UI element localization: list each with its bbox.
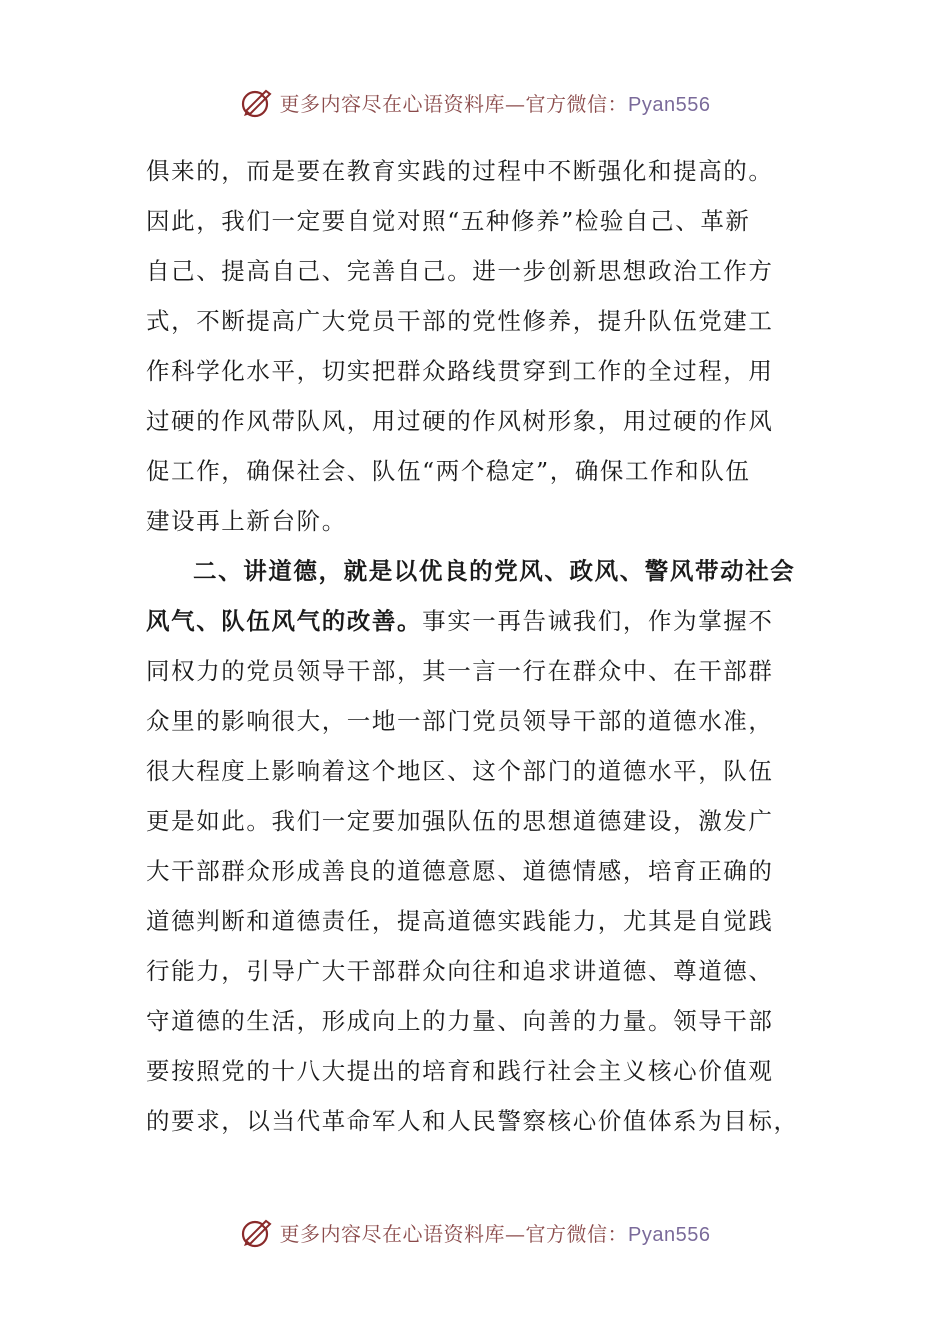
text-line-rest: 事实一再告诫我们，作为掌握不 (422, 607, 774, 635)
text-line: 建设再上新台阶。 (146, 507, 347, 535)
text-line: 促工作，确保社会、队伍“两个稳定”，确保工作和队伍 (146, 457, 751, 485)
pen-logo-icon (240, 1215, 274, 1249)
text-line: 守道德的生活，形成向上的力量、向善的力量。领导干部 (146, 1007, 774, 1035)
text-line: 更是如此。我们一定要加强队伍的思想道德建设，激发广 (146, 807, 774, 835)
text-line: 行能力，引导广大干部群众向往和追求讲道德、尊道德、 (146, 957, 774, 985)
text-line: 众里的影响很大，一地一部门党员领导干部的道德水准， (146, 707, 774, 735)
text-line: 作科学化水平，切实把群众路线贯穿到工作的全过程，用 (146, 357, 774, 385)
watermark-text: 更多内容尽在心语资料库—官方微信：Pyan556 (279, 91, 711, 116)
text-line: 过硬的作风带队风，用过硬的作风树形象，用过硬的作风 (146, 407, 774, 435)
header-watermark (0, 82, 950, 122)
document-body (146, 146, 806, 1146)
text-line: 因此，我们一定要自觉对照“五种修养”检验自己、革新 (146, 207, 751, 235)
text-line: 要按照党的十八大提出的培育和践行社会主义核心价值观 (146, 1057, 774, 1085)
watermark-text: 更多内容尽在心语资料库—官方微信：Pyan556 (279, 1221, 711, 1246)
text-line: 式，不断提高广大党员干部的党性修养，提升队伍党建工 (146, 307, 774, 335)
watermark-wechat-id: Pyan556 (628, 93, 711, 116)
text-line: 同权力的党员领导干部，其一言一行在群众中、在干部群 (146, 657, 774, 685)
text-line: 大干部群众形成善良的道德意愿、道德情感，培育正确的 (146, 857, 774, 885)
footer-watermark (0, 1212, 950, 1252)
text-line: 自己、提高自己、完善自己。进一步创新思想政治工作方 (146, 257, 774, 285)
text-line: 很大程度上影响着这个地区、这个部门的道德水平，队伍 (146, 757, 774, 785)
text-line (146, 596, 806, 646)
watermark-wechat-id: Pyan556 (628, 1223, 711, 1246)
text-line: 道德判断和道德责任，提高道德实践能力，尤其是自觉践 (146, 907, 774, 935)
section-heading: 二、讲道德，就是以优良的党风、政风、警风带动社会 (193, 557, 796, 585)
text-line: 的要求，以当代革命军人和人民警察核心价值体系为目标， (146, 1107, 799, 1135)
section-heading-continuation: 风气、队伍风气的改善。 (146, 607, 423, 635)
text-line: 俱来的，而是要在教育实践的过程中不断强化和提高的。 (146, 157, 774, 185)
pen-logo-icon (240, 85, 274, 119)
